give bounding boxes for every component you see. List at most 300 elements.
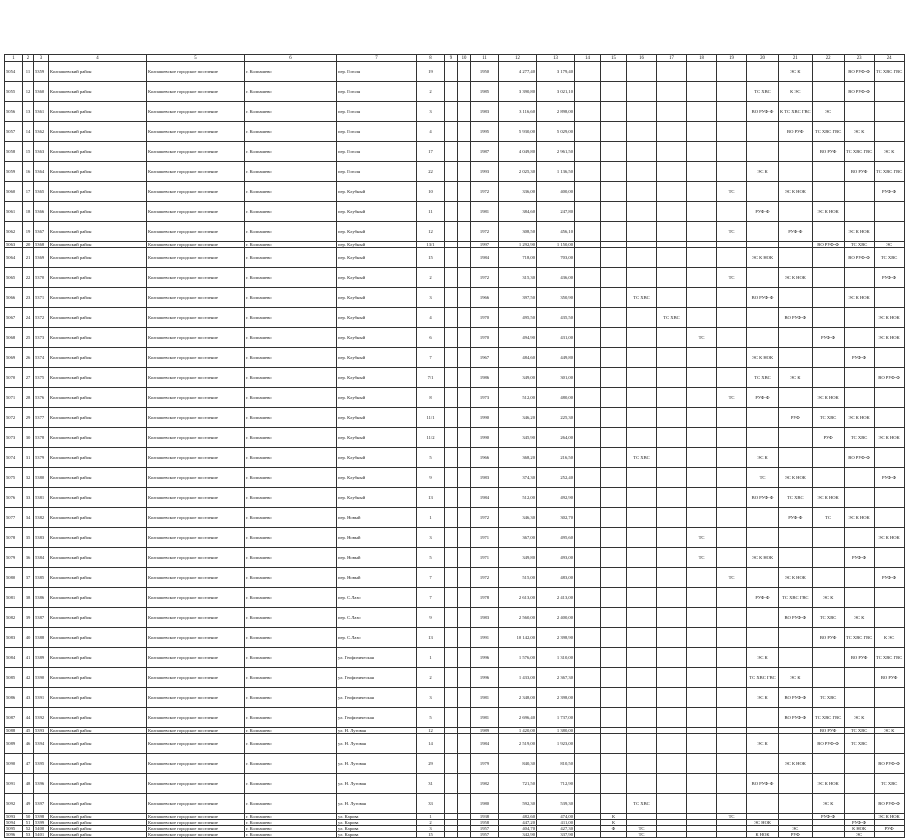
table-cell: 52: [23, 826, 34, 832]
table-cell: [812, 528, 844, 548]
table-cell: [657, 368, 687, 388]
table-cell: [687, 202, 717, 222]
table-cell: 2 519,00: [499, 734, 537, 754]
table-cell: 3: [417, 688, 445, 708]
table-cell: Колпашевское городское поселение: [147, 388, 245, 408]
table-cell: 350,90: [537, 288, 575, 308]
table-cell: [575, 62, 601, 82]
table-cell: 1966: [471, 448, 499, 468]
table-cell: [844, 202, 874, 222]
table-cell: 11: [23, 62, 34, 82]
table-cell: 51: [23, 820, 34, 826]
table-cell: 1979: [471, 754, 499, 774]
table-cell: 5064: [5, 248, 23, 268]
table-cell: [812, 368, 844, 388]
table-cell: [717, 608, 747, 628]
table-cell: 5380: [34, 468, 49, 488]
table-cell: г. Колпашево: [245, 102, 337, 122]
table-cell: 367,00: [499, 528, 537, 548]
table-cell: [657, 688, 687, 708]
housing-register-table: [4, 54, 905, 838]
table-cell: 5379: [34, 448, 49, 468]
table-cell: 342,90: [499, 832, 537, 838]
table-cell: ул. Карова: [337, 820, 417, 826]
table-row: [5, 162, 905, 182]
column-number: 17: [657, 55, 687, 62]
table-cell: [445, 668, 458, 688]
column-number: 13: [537, 55, 575, 62]
table-cell: ТС: [687, 328, 717, 348]
table-cell: 5060: [5, 182, 23, 202]
table-cell: ЭС К НОК: [874, 814, 904, 820]
table-cell: [874, 222, 904, 242]
column-number: 8: [417, 55, 445, 62]
table-cell: ВО РУФ: [874, 668, 904, 688]
table-cell: 23: [23, 288, 34, 308]
table-cell: [844, 468, 874, 488]
table-cell: [687, 774, 717, 794]
table-cell: пер. Гоголя: [337, 102, 417, 122]
table-cell: г. Колпашево: [245, 588, 337, 608]
table-cell: г. Колпашево: [245, 832, 337, 838]
column-number: 20: [747, 55, 779, 62]
table-cell: 7: [417, 348, 445, 368]
table-cell: [717, 62, 747, 82]
table-cell: [657, 142, 687, 162]
table-cell: 5384: [34, 548, 49, 568]
table-cell: [445, 82, 458, 102]
table-cell: [458, 568, 471, 588]
table-cell: [627, 82, 657, 102]
table-cell: 1986: [471, 368, 499, 388]
table-cell: ул. Геофизическая: [337, 668, 417, 688]
table-cell: ТС: [717, 222, 747, 242]
table-cell: [717, 588, 747, 608]
table-cell: РУФ-Ф: [874, 268, 904, 288]
table-cell: 1997: [471, 242, 499, 248]
table-cell: Колпашевский район: [49, 774, 147, 794]
table-cell: 349,00: [499, 368, 537, 388]
table-cell: [627, 628, 657, 648]
table-cell: г. Колпашево: [245, 222, 337, 242]
table-cell: [717, 734, 747, 754]
table-cell: 42: [23, 668, 34, 688]
table-cell: [779, 162, 813, 182]
table-cell: [844, 102, 874, 122]
table-cell: ЭС К НОК: [747, 248, 779, 268]
table-cell: 484,60: [499, 348, 537, 368]
table-cell: 5372: [34, 308, 49, 328]
table-cell: [627, 708, 657, 728]
table-cell: г. Колпашево: [245, 368, 337, 388]
table-cell: 5086: [5, 688, 23, 708]
table-cell: пер. Клубный: [337, 242, 417, 248]
table-cell: [687, 182, 717, 202]
table-cell: [747, 182, 779, 202]
table-cell: г. Колпашево: [245, 182, 337, 202]
table-cell: [687, 588, 717, 608]
table-cell: 5 029,00: [537, 122, 575, 142]
table-cell: [844, 308, 874, 328]
table-cell: г. Колпашево: [245, 268, 337, 288]
table-cell: ТС ХВС ГВС: [779, 588, 813, 608]
table-cell: 4: [417, 308, 445, 328]
table-cell: 21: [23, 248, 34, 268]
table-cell: [601, 388, 627, 408]
table-cell: [627, 548, 657, 568]
table-cell: Колпашевское городское поселение: [147, 268, 245, 288]
table-cell: [717, 648, 747, 668]
table-cell: [874, 448, 904, 468]
table-cell: [458, 308, 471, 328]
table-cell: [575, 568, 601, 588]
table-cell: [575, 648, 601, 668]
table-cell: 1990: [471, 428, 499, 448]
table-cell: пер. Гоголя: [337, 142, 417, 162]
table-cell: ВО РУФ-Ф: [812, 734, 844, 754]
table-cell: [812, 162, 844, 182]
table-cell: [445, 202, 458, 222]
table-cell: пер. Клубный: [337, 202, 417, 222]
table-cell: [874, 82, 904, 102]
table-cell: 1957: [471, 832, 499, 838]
table-cell: г. Колпашево: [245, 428, 337, 448]
table-cell: К НОК: [844, 826, 874, 832]
table-cell: 14: [23, 122, 34, 142]
table-cell: [717, 628, 747, 648]
table-cell: 3 179,40: [537, 62, 575, 82]
table-cell: 8: [417, 388, 445, 408]
table-cell: ВО РУФ-Ф: [844, 82, 874, 102]
table-cell: [812, 182, 844, 202]
table-cell: 5381: [34, 488, 49, 508]
column-number: 14: [575, 55, 601, 62]
table-cell: [458, 774, 471, 794]
table-cell: [627, 142, 657, 162]
column-number: 5: [147, 55, 245, 62]
column-number: 19: [717, 55, 747, 62]
table-cell: [717, 774, 747, 794]
table-cell: [445, 368, 458, 388]
table-cell: [601, 448, 627, 468]
table-cell: [458, 628, 471, 648]
table-cell: 411,00: [537, 820, 575, 826]
table-cell: ТС: [717, 568, 747, 588]
table-cell: 2 696,40: [499, 708, 537, 728]
table-cell: [812, 222, 844, 242]
table-cell: [458, 832, 471, 838]
table-cell: 25: [23, 328, 34, 348]
table-cell: Колпашевское городское поселение: [147, 508, 245, 528]
table-cell: 1: [417, 648, 445, 668]
table-cell: [717, 754, 747, 774]
table-cell: [844, 668, 874, 688]
table-cell: [747, 608, 779, 628]
table-cell: [717, 508, 747, 528]
table-cell: [458, 288, 471, 308]
table-cell: Колпашевский район: [49, 202, 147, 222]
table-cell: [717, 348, 747, 368]
table-row: [5, 102, 905, 122]
table-cell: [812, 448, 844, 468]
table-cell: 5068: [5, 328, 23, 348]
table-cell: 19: [23, 222, 34, 242]
table-row: [5, 568, 905, 588]
table-cell: ЭС К НОК: [812, 388, 844, 408]
table-cell: [844, 268, 874, 288]
table-cell: [747, 754, 779, 774]
table-cell: [575, 428, 601, 448]
table-cell: [458, 548, 471, 568]
table-cell: 1 150,00: [537, 242, 575, 248]
table-cell: [687, 708, 717, 728]
table-cell: [687, 102, 717, 122]
table-cell: 17: [23, 182, 34, 202]
table-cell: [575, 368, 601, 388]
table-cell: ЭС: [874, 242, 904, 248]
column-number: 10: [458, 55, 471, 62]
table-cell: [844, 388, 874, 408]
table-cell: [601, 142, 627, 162]
table-cell: Колпашевский район: [49, 814, 147, 820]
table-cell: 29: [417, 754, 445, 774]
table-cell: 1983: [471, 608, 499, 628]
table-cell: 5090: [5, 754, 23, 774]
table-cell: [717, 668, 747, 688]
table-cell: 5: [417, 548, 445, 568]
table-cell: г. Колпашево: [245, 202, 337, 222]
table-cell: [657, 82, 687, 102]
table-cell: [575, 832, 601, 838]
table-cell: пер. Клубный: [337, 448, 417, 468]
table-cell: 5388: [34, 628, 49, 648]
table-cell: 1 310,00: [537, 648, 575, 668]
table-cell: ТС ХВС: [844, 428, 874, 448]
table-cell: г. Колпашево: [245, 668, 337, 688]
table-cell: 2 398,90: [537, 628, 575, 648]
table-cell: [779, 288, 813, 308]
table-cell: [687, 82, 717, 102]
table-cell: 6: [417, 328, 445, 348]
table-cell: 5089: [5, 734, 23, 754]
table-cell: пер. С.Лазо: [337, 588, 417, 608]
table-cell: [779, 248, 813, 268]
table-cell: [717, 122, 747, 142]
table-cell: Колпашевское городское поселение: [147, 202, 245, 222]
table-cell: ЭС К: [844, 122, 874, 142]
table-cell: Колпашевский район: [49, 826, 147, 832]
table-cell: 1966: [471, 288, 499, 308]
column-number: 4: [49, 55, 147, 62]
table-cell: [575, 308, 601, 328]
table-cell: 5095: [5, 826, 23, 832]
table-cell: 39: [23, 608, 34, 628]
table-cell: Колпашевское городское поселение: [147, 832, 245, 838]
table-cell: 1972: [471, 182, 499, 202]
table-cell: [627, 268, 657, 288]
table-cell: 38: [23, 588, 34, 608]
table-cell: [458, 734, 471, 754]
table-cell: [601, 774, 627, 794]
table-cell: 482,60: [499, 814, 537, 820]
table-cell: 5069: [5, 348, 23, 368]
table-cell: [844, 794, 874, 814]
table-cell: 4 277,40: [499, 62, 537, 82]
column-number: 23: [844, 55, 874, 62]
table-cell: пер. Клубный: [337, 182, 417, 202]
table-cell: 5373: [34, 328, 49, 348]
table-cell: [627, 528, 657, 548]
table-cell: 1 433,00: [499, 668, 537, 688]
table-cell: Колпашевское городское поселение: [147, 222, 245, 242]
table-cell: [445, 508, 458, 528]
table-cell: 48: [23, 774, 34, 794]
table-cell: ВО РУФ-Ф: [844, 62, 874, 82]
table-cell: 539,30: [537, 794, 575, 814]
table-cell: [445, 142, 458, 162]
table-cell: 2 560,00: [499, 608, 537, 628]
table-cell: Колпашевский район: [49, 628, 147, 648]
table-cell: [601, 508, 627, 528]
table-cell: 2 400,00: [537, 608, 575, 628]
table-cell: [458, 528, 471, 548]
table-cell: г. Колпашево: [245, 728, 337, 734]
table-cell: 12: [417, 222, 445, 242]
table-cell: 5374: [34, 348, 49, 368]
table-cell: ЭС К НОК: [874, 528, 904, 548]
table-cell: ЭС К НОК: [844, 288, 874, 308]
table-cell: Колпашевское городское поселение: [147, 408, 245, 428]
table-cell: [601, 794, 627, 814]
table-cell: Колпашевский район: [49, 820, 147, 826]
table-cell: 336,00: [499, 182, 537, 202]
table-cell: [458, 408, 471, 428]
column-number: 22: [812, 55, 844, 62]
table-cell: ВО РУФ: [844, 648, 874, 668]
table-cell: [657, 508, 687, 528]
table-cell: [687, 62, 717, 82]
table-cell: [445, 448, 458, 468]
table-cell: ТС ХВС ГВС: [874, 648, 904, 668]
table-cell: г. Колпашево: [245, 708, 337, 728]
table-cell: [445, 528, 458, 548]
table-cell: РУФ-Ф: [874, 468, 904, 488]
table-cell: [627, 308, 657, 328]
table-cell: 1 380,00: [537, 728, 575, 734]
table-cell: 5066: [5, 288, 23, 308]
table-cell: [601, 688, 627, 708]
table-cell: Колпашевское городское поселение: [147, 568, 245, 588]
table-cell: ТС: [717, 388, 747, 408]
table-cell: [657, 468, 687, 488]
table-cell: Колпашевский район: [49, 608, 147, 628]
table-cell: 43: [23, 688, 34, 708]
table-cell: ТС ХВС: [844, 242, 874, 248]
table-cell: 5054: [5, 62, 23, 82]
table-cell: 368,20: [499, 448, 537, 468]
table-cell: Колпашевское городское поселение: [147, 628, 245, 648]
table-cell: [747, 628, 779, 648]
column-number-header: [5, 55, 905, 62]
table-cell: 2 898,00: [537, 102, 575, 122]
table-cell: [747, 528, 779, 548]
table-cell: [575, 708, 601, 728]
table-cell: [844, 754, 874, 774]
table-cell: [458, 608, 471, 628]
table-cell: ТС: [687, 548, 717, 568]
table-cell: [627, 608, 657, 628]
table-cell: [458, 388, 471, 408]
table-cell: 456,10: [537, 222, 575, 242]
table-cell: Колпашевское городское поселение: [147, 448, 245, 468]
table-cell: [657, 608, 687, 628]
table-cell: [575, 488, 601, 508]
table-cell: ул. Н. Луговая: [337, 754, 417, 774]
table-cell: [779, 528, 813, 548]
table-cell: 5065: [5, 268, 23, 288]
table-cell: [458, 122, 471, 142]
table-cell: г. Колпашево: [245, 448, 337, 468]
table-cell: [575, 754, 601, 774]
table-cell: 5073: [5, 428, 23, 448]
table-cell: 26: [23, 348, 34, 368]
table-cell: пер. С.Лазо: [337, 608, 417, 628]
table-cell: 19: [417, 62, 445, 82]
table-cell: [445, 102, 458, 122]
table-row: [5, 794, 905, 814]
table-cell: 345,90: [499, 428, 537, 448]
table-cell: [627, 248, 657, 268]
table-cell: РУФ-Ф: [874, 182, 904, 202]
table-cell: 252,40: [537, 468, 575, 488]
table-cell: 10 142,00: [499, 628, 537, 648]
table-cell: ТС: [717, 182, 747, 202]
table-cell: ТС ХВС: [812, 688, 844, 708]
table-cell: ЭС К: [779, 368, 813, 388]
table-cell: Колпашевский район: [49, 182, 147, 202]
table-cell: [575, 588, 601, 608]
table-cell: ТС ХВС: [747, 82, 779, 102]
table-cell: [812, 268, 844, 288]
table-cell: ул. Н. Луговая: [337, 774, 417, 794]
table-cell: [657, 548, 687, 568]
table-cell: ТС: [627, 832, 657, 838]
table-cell: пер. Клубный: [337, 348, 417, 368]
table-cell: [445, 468, 458, 488]
table-cell: ВО РУФ-Ф: [747, 774, 779, 794]
table-cell: [657, 774, 687, 794]
table-cell: 1950: [471, 62, 499, 82]
table-cell: [844, 328, 874, 348]
table-cell: г. Колпашево: [245, 508, 337, 528]
table-cell: Колпашевский район: [49, 62, 147, 82]
table-cell: [445, 794, 458, 814]
table-cell: ЭС: [779, 826, 813, 832]
table-cell: 5363: [34, 142, 49, 162]
table-cell: 2 613,00: [499, 588, 537, 608]
table-cell: [575, 688, 601, 708]
table-cell: [747, 794, 779, 814]
table-cell: г. Колпашево: [245, 242, 337, 248]
table-cell: [779, 388, 813, 408]
table-cell: 12: [417, 728, 445, 734]
table-cell: ТС ХВС: [874, 774, 904, 794]
table-cell: [575, 408, 601, 428]
table-cell: 5083: [5, 628, 23, 648]
table-cell: 15: [417, 248, 445, 268]
table-cell: Колпашевское городское поселение: [147, 548, 245, 568]
table-cell: 721,50: [499, 774, 537, 794]
